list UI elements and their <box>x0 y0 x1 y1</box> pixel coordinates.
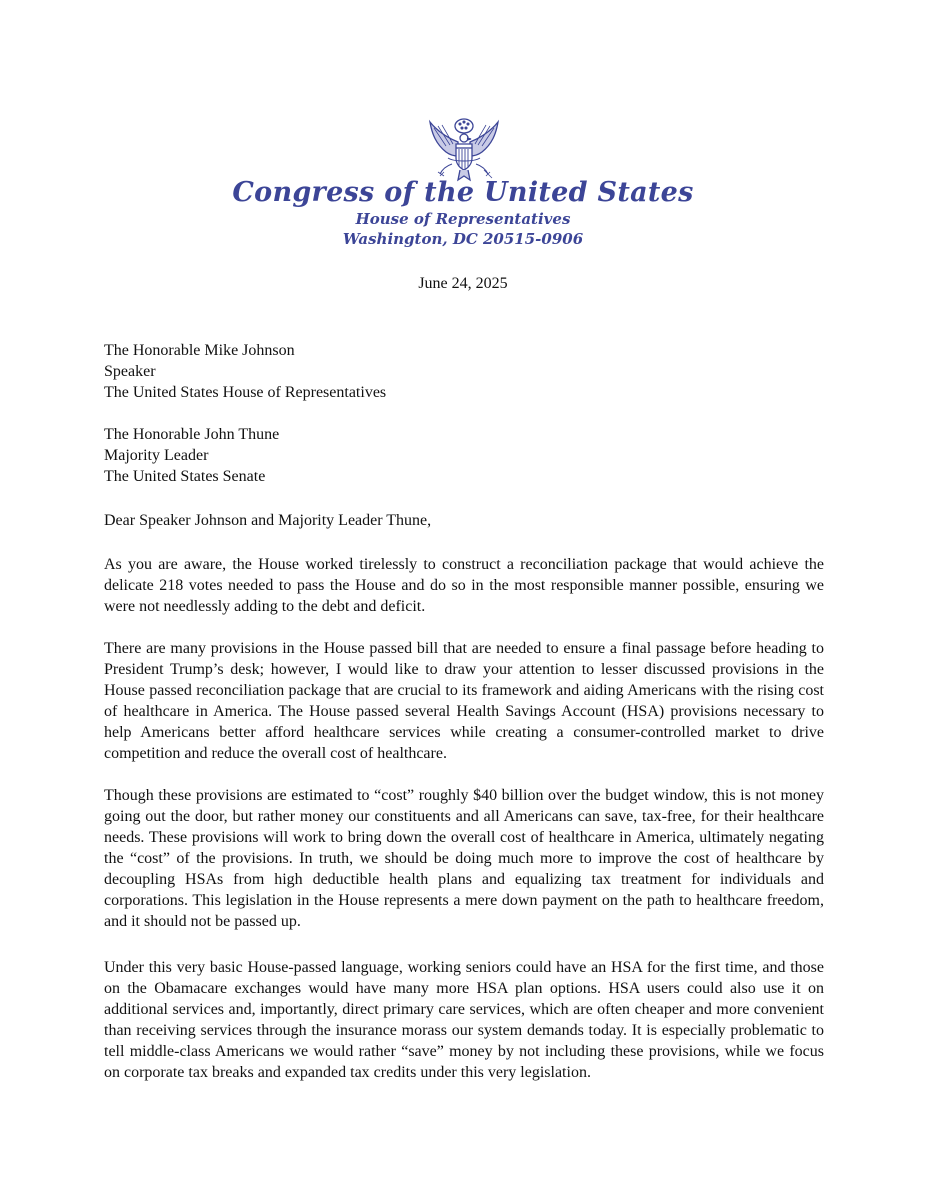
recipient-title: Majority Leader <box>104 447 209 464</box>
letter-date: June 24, 2025 <box>418 275 508 292</box>
recipient-body: The United States House of Representatives <box>104 384 387 401</box>
recipient-title: Speaker <box>104 363 156 380</box>
letterhead-title: Congress of the United States <box>232 177 694 208</box>
body-paragraph: As you are aware, the House worked tirelessly to construct a reconciliation package that would achieve the delicate 218 votes needed to pass the House and do so in the most responsible manner possible, ensuring we were not needlessly adding to the debt and deficit. <box>104 556 824 615</box>
body-paragraph: There are many provisions in the House passed bill that are needed to ensure a final passage before heading to President Trump’s desk; however, I would like to draw your attention to lesser discussed provisions in the House passed reconciliation package that are crucial to its framework and aiding Americans with the rising cost of healthcare in America. The House passed several Health Savings Account (HSA) provisions necessary to help Americans better afford healthcare services while creating a consumer-controlled market to drive competition and reduce the overall cost of healthcare. <box>104 640 824 762</box>
body-paragraph: Under this very basic House-passed language, working seniors could have an HSA for the first time, and those on the Obamacare exchanges would have many more HSA plan options. HSA users could also use it on additional services and, importantly, direct primary care services, which are often cheaper and more convenient than receiving services through the insurance morass our system demands today. It is especially problematic to tell middle-class Americans we would rather “save” money by not including these provisions, while we focus on corporate tax breaks and expanded tax credits under this very legislation. <box>104 959 824 1081</box>
salutation: Dear Speaker Johnson and Majority Leader Thune, <box>104 512 432 529</box>
letterhead-address: Washington, DC 20515-0906 <box>342 230 584 248</box>
letterhead-chamber: House of Representatives <box>355 210 571 228</box>
recipient-block <box>104 424 279 487</box>
recipient-body: The United States Senate <box>104 468 266 485</box>
recipient-block <box>104 340 386 403</box>
body-paragraph: Though these provisions are estimated to “cost” roughly $40 billion over the budget window, this is not money going out the door, but rather money our constituents and all Americans can save, tax-free, for their healthcare needs. These provisions will work to bring down the overall cost of healthcare in America, ultimately negating the “cost” of the provisions. In truth, we should be doing much more to improve the cost of healthcare by decoupling HSAs from high deductible health plans and equalizing tax treatment for individuals and corporations. This legislation in the House represents a mere down payment on the path to healthcare freedom, and it should not be passed up. <box>104 787 824 930</box>
recipient-name: The Honorable Mike Johnson <box>104 342 295 359</box>
recipient-name: The Honorable John Thune <box>104 426 280 443</box>
